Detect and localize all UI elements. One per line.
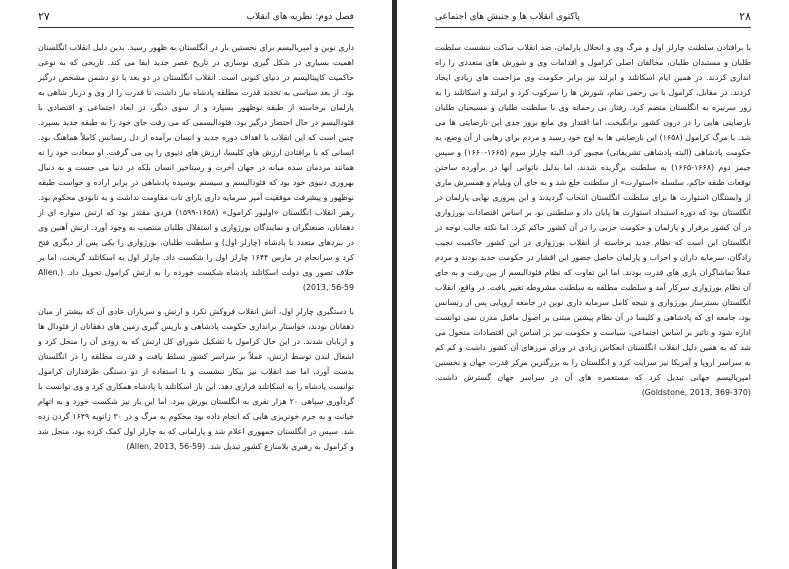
page-body: [38, 40, 354, 454]
paragraph-text: با دستگیری چارلز اول، آتش انقلاب فروکش نکرد و ارتش و سربازان عادی آن که بیشتر از میان دهقانان بودند، خواستار براندازی حکومت پادشاهی و بازپس گیری زمین های دهقانان از فئودال ها و اربابان شدند. در این حال کرامول با تشکیل شورای کل ارتش که به زودی آن را منحل کرد و اشغال لندن توسط ارتش، عملاً بر سراسر کشور تسلط یافت و قدرت مطلقه را در انگلستان بدست آورد، اما ضد انقلاب نیز بیکار ننشست و با استفاده از دو دستگی طرفداران کرامول توانست پادشاه را به اسکاتلند فراری دهد. این بار اسکاتلند با پادشاه همکاری کرد و وی توانست با گردآوری سپاهی ۲۰ هزار نفری به انگلستان یورش ببرد. اما این بار نیز شکست خورد و به اتهام خیانت و به جرم خونریزی هایی که انجام داده بود محکوم به مرگ و در ۳۰ ژانویه ۱۶۴۹ گردن زده شد. سپس در انگلستان جمهوری اعلام شد و پارلمانی که به چارلز اول کمک کرده بود، منحل شد و کرامول به رهبری بلامنازع کشور تبدیل شد.: [38, 307, 355, 451]
citation: (Goldstone, 2013, 369-370): [641, 388, 751, 397]
right-page: [397, 0, 789, 569]
page-header: [38, 10, 354, 24]
citation: (Allen, 2013, 56-59): [38, 268, 354, 292]
citation: (Allen, 2013, 56-59): [126, 442, 206, 451]
running-header-title: فصل دوم: نظریه های انقلاب: [246, 12, 354, 22]
page-number: ۲۷: [38, 10, 50, 23]
paragraph-text: با برافتادن سلطنت چارلز اول و مرگ وی و انحلال پارلمان، ضد انقلاب ساکت ننشست سلطنت طلبان و مستبدان طلبان، مخالفان اصلی کرامول و اقدامات وی و شورش های متعددی را راه اندازی کردند. در همین ایام اسکاتلند و ایرلند نیز برابر حکومت وی مزاحمت های زیادی ایجاد کردند. در مقابل، کرامول با بی رحمی تمام، شورش ها را سرکوب کرد و ایرلند و اسکاتلند را به زور سرنیزه به انگلستان منضم کرد. رفتار بی رحمانه وی با سلطنت طلبان و مسیحیان طلبان نارضایتی هایی را در درون کشور برانگیخت، اما اقتدار وی مانع بروز جدی این نارضایتی ها می شد. با مرگ کرامول (۱۶۵۸) این نارضایتی ها به اوج خود رسید و مردم برای رهایی از آن وضع، به حکومت پادشاهی (البته پادشاهی تشریفاتی) مجبور کرد. البته چارلز سوم (۱۶۶۵-۱۶۶۰) و سپس جیمز دوم (۱۶۶۸-۱۶۶۵) به سلطنت برگزیده شدند، اما بدلیل ناتوانی آنها در برآورده ساختن توقعات طبقه حاکم، سلسله «استوارت» از سلطنت خلع شد و به جای آن ویلیام و همسرش ماری از وابستگان استوارت ها برای سلطنت انگلستان انتخاب گردیدند و این پیروزی نهایی پارلمان در انگلستان بود که دوره استبداد استوارت ها پایان داد و سلطنتی نو، بر اساس اقتصادات بورژوازی در آن کشور برقرار و پارلمان و حکومت حزبی را در آن کشور حاکم کرد. اما نکته جالب توجه در انگلستان این است که نظام جدید برخاسته از انقلاب بورژوازی در این کشور حاکمیت نجیب زادگان، سرمایه داران و احزاب و پارلمان حاصل حضور این اقشار در حکومت جدید بودند و مردم عملاً تماشاگران بازی های قدرت بودند. اما این تفاوت که نظام فئودالیسم از بین رفت و به جای آن نظام بورژوازی سرکار آمد و سلطنت مطلقه به سلطنت مشروطه تغییر یافت. در واقع، انقلاب انگلستان بسترساز بورژوازی و نتیجه کامل سرمایه داری نوین در جامعه اروپایی پس از رنسانس بود، جامعه ای که پادشاهی و کلیسا در آن نظام پیشین مبتنی بر اصول ماقبل مدرن نمی توانست اداره شود و تاثیر بر اساس اجتماعی، سیاست و حکومت نیز بر اساس این اقتصادات متحول می شد که به همین دلیل انقلاب انگلستان انعکاس زیادی در ورای مرزهای آن کشور داشت و کم کم به سراسر اروپا و آمریکا نیز سرایت کرد و انگلستان را به بزرگترین مرکز قدرت جهان و نخستین امپریالیسم جهانی تبدیل کرد که مستعمره های آن در سراسر جهان گسترش داشت.: [435, 43, 751, 382]
running-header-title: پاکتوی انقلاب ها و جنبش های اجتماعی: [435, 12, 580, 22]
page-body: [435, 40, 751, 400]
paragraph: [435, 40, 751, 400]
header-rule: [435, 27, 751, 28]
left-page: [0, 0, 392, 569]
paragraph-text: داری نوین و امپریالیسم برای نخستین بار در انگلستان به ظهور رسید. بدین دلیل انقلاب انگلستان اهمیت بسیاری در شکل گیری نوسازی در تاریخ عصر جدید ایفا می کند. تاریخی که به نوعی حاکمیت کاپیتالیسم در دنیای کنونی است. انقلاب انگلستان در دو بعد با دو دشمن مشخص درگیر بود. از بعد سیاسی به تحدید قدرت مطلقه پادشاه نیاز داشت، تا قدرت را از وی و دربار شاهی به پارلمان برخاسته از طبقه نوظهور بسپارد و از سوی دیگر، در ابعاد اجتماعی و اقتصادی با فئودالیسم در حال احتضار درگیر بود. فئودالیسمی که می رفت جای خود را به طبقه جدید بسپرد. چنین است که این انقلاب با اهداف دوره جدید و انسان برآمده از دل رنسانس کاملاً هماهنگ بود. انسانی که با برافتادن ارزش های کلیسا، ارزش های دنیوی را پی می گرفت. او سعادت خود را نه همانند مردمان سده میانه در جهان آخرت و رستاخیز انسان بلکه در دنیا می جست و به دنبال بهروزی دنیوی خود بود که فئودالیسم و سیستم بوسیده پادشاهی در برابر اراده و خواست طبقه نوظهور و پیشرفت موفقیت آمیز سرمایه داری یارای تاب مقاومت نداشت و به نابودی محکوم بود. رهبر انقلاب انگلستان «اولیور کرامول» (۱۶۵۸-۱۵۹۹) فردی مقتدر بود که ارتش سواره ای از دهقانان، صنعتگران و نمایندگان بورژوازی و استقلال طلبان منتصب به وجود آورد. ارتش آهنین وی در نبردهای متعدد با پادشاه (چارلز اول) و سلطنت طلبان، بورژوازی را یکی پس از دیگری فتح کرد و سرانجام در مارس ۱۶۴۴ چارلز اول را شکست داد. چارلز اول به اسکاتلند گریخت، اما بر خلاف تصور وی دولت اسکاتلند پادشاه شکست خورده را به ارتش کرامول تحویل داد.: [38, 43, 354, 277]
paragraph: [38, 40, 354, 295]
page-header: [435, 10, 751, 24]
header-rule: [38, 27, 354, 28]
page-number: ۲۸: [739, 10, 751, 23]
paragraph: [38, 304, 354, 454]
